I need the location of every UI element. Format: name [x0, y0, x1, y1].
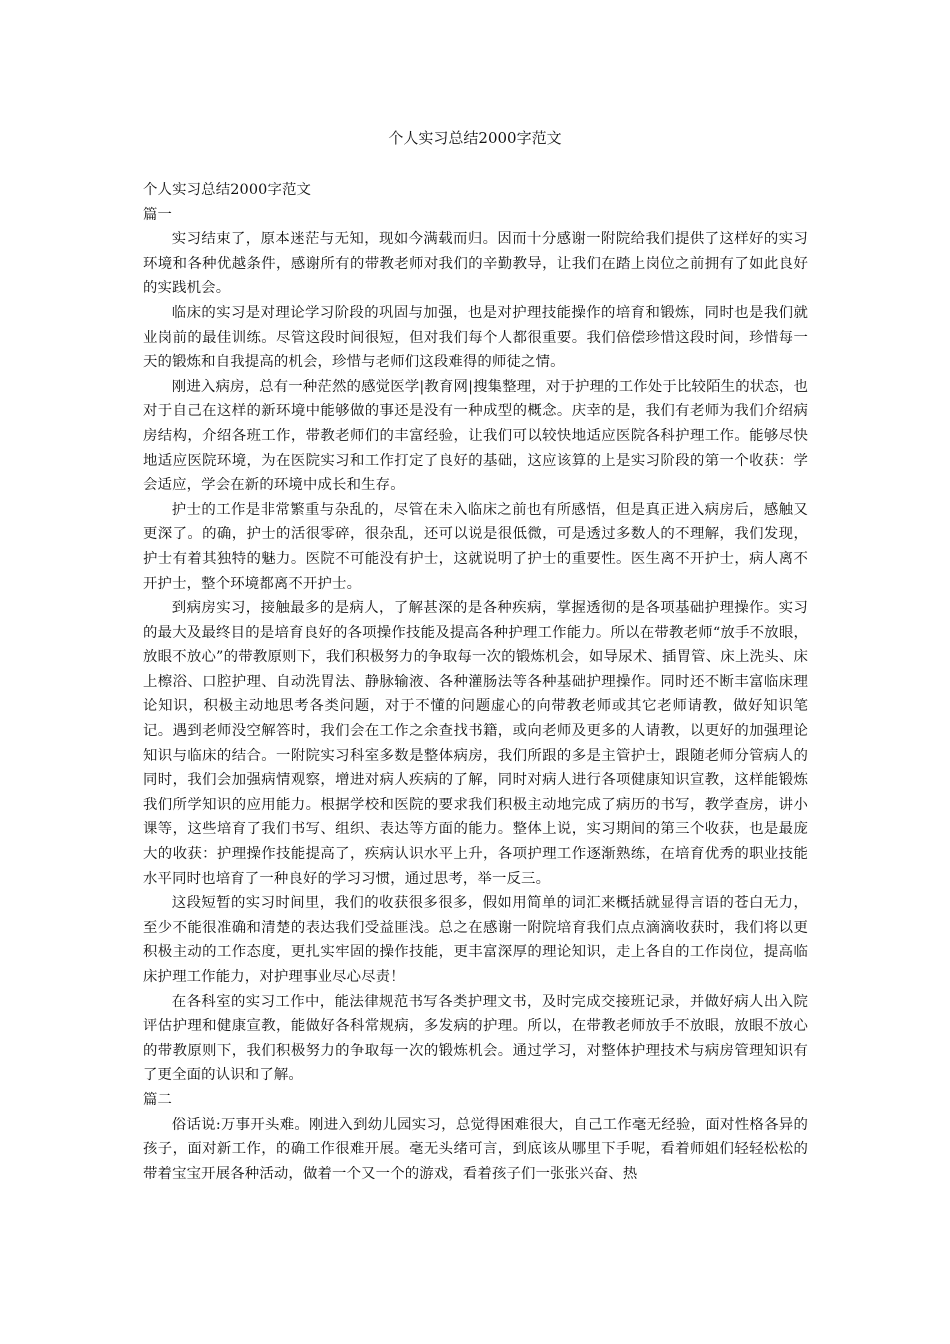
paragraph: 护士的工作是非常繁重与杂乱的，尽管在未入临床之前也有所感悟，但是真正进入病房后，感触又更深了。的确，护士的活很零碎，很杂乱，还可以说是很低微，可是透过多数人的不理解，我们发现，护士有着其独特的魅力。医院不可能没有护士，这就说明了护士的重要性。医生离不开护士，病人离不开护士，整个环境都离不开护士。 [143, 501, 808, 592]
document-subtitle: 个人实习总结2000字范文 [143, 182, 312, 198]
paragraph: 实习结束了，原本迷茫与无知，现如今满载而归。因而十分感谢一附院给我们提供了这样好的实习环境和各种优越条件，感谢所有的带教老师对我们的辛勤教导，让我们在踏上岗位之前拥有了如此良好的实践机会。 [143, 231, 808, 297]
document-title: 个人实习总结2000字范文 [388, 129, 562, 147]
paragraph: 刚进入病房，总有一种茫然的感觉医学|教育网|搜集整理，对于护理的工作处于比较陌生的状态，也对于自己在这样的新环境中能够做的事还是没有一种成型的概念。庆幸的是，我们有老师为我们介绍病房结构，介绍各班工作，带教老师们的丰富经验，让我们可以较快地适应医院各科护理工作。能够尽快地适应医院环境，为在医院实习和工作打定了良好的基础，这应该算的上是实习阶段的第一个收获：学会适应，学会在新的环境中成长和生存。 [143, 378, 808, 494]
paragraph: 俗话说:万事开头难。刚进入到幼儿园实习，总觉得困难很大，自己工作毫无经验，面对性格各异的孩子，面对新工作，的确工作很难开展。毫无头绪可言，到底该从哪里下手呢，看着师姐们轻轻松松的带着宝宝开展各种活动，做着一个又一个的游戏，看着孩子们一张张兴奋、热 [143, 1116, 808, 1182]
paragraph: 到病房实习，接触最多的是病人，了解甚深的是各种疾病，掌握透彻的是各项基础护理操作。实习的最大及最终目的是培育良好的各项操作技能及提高各种护理工作能力。所以在带教老师“放手不放眼，放眼不放心”的带教原则下，我们积极努力的争取每一次的锻炼机会，如导尿术、插胃管、床上洗头、床上檫浴、口腔护理、自动洗胃法、静脉输液、各种灌肠法等各种基础护理操作。同时还不断丰富临床理论知识，积极主动地思考各类问题，对于不懂的问题虚心的向带教老师或其它老师请教，做好知识笔记。遇到老师没空解答时，我们会在工作之余查找书籍，或向老师及更多的人请教，以更好的加强理论知识与临床的结合。一附院实习科室多数是整体病房，我们所跟的多是主管护士，跟随老师分管病人的同时，我们会加强病情观察，增进对病人疾病的了解，同时对病人进行各项健康知识宣教，这样能锻炼我们所学知识的应用能力。根据学校和医院的要求我们积极主动地完成了病历的书写，教学查房，讲小课等，这些培育了我们书写、组织、表达等方面的能力。整体上说，实习期间的第三个收获，也是最庞大的收获：护理操作技能提高了，疾病认识水平上升，各项护理工作逐渐熟练，在培育优秀的职业技能水平同时也培育了一种良好的学习习惯，通过思考，举一反三。 [143, 600, 808, 887]
section-heading-2: 篇二 [143, 1091, 173, 1108]
paragraph: 在各科室的实习工作中，能法律规范书写各类护理文书，及时完成交接班记录，并做好病人出入院评估护理和健康宣教，能做好各科常规病，多发病的护理。所以，在带教老师放手不放眼，放眼不放心的带教原则下，我们积极努力的争取每一次的锻炼机会。通过学习，对整体护理技术与病房管理知识有了更全面的认识和了解。 [143, 993, 808, 1084]
paragraph: 这段短暂的实习时间里，我们的收获很多很多，假如用简单的词汇来概括就显得言语的苍白无力，至少不能很准确和清楚的表达我们受益匪浅。总之在感谢一附院培育我们点点滴滴收获时，我们将以更积极主动的工作态度，更扎实牢固的操作技能，更丰富深厚的理论知识，走上各自的工作岗位，提高临床护理工作能力，对护理事业尽心尽责！ [143, 895, 808, 985]
document-body [143, 178, 808, 1186]
paragraph: 临床的实习是对理论学习阶段的巩固与加强，也是对护理技能操作的培育和锻炼，同时也是我们就业岗前的最佳训练。尽管这段时间很短，但对我们每个人都很重要。我们倍偿珍惜这段时间，珍惜每一天的锻炼和自我提高的机会，珍惜与老师们这段难得的师徒之情。 [143, 304, 808, 371]
section-heading-1: 篇一 [143, 206, 173, 223]
